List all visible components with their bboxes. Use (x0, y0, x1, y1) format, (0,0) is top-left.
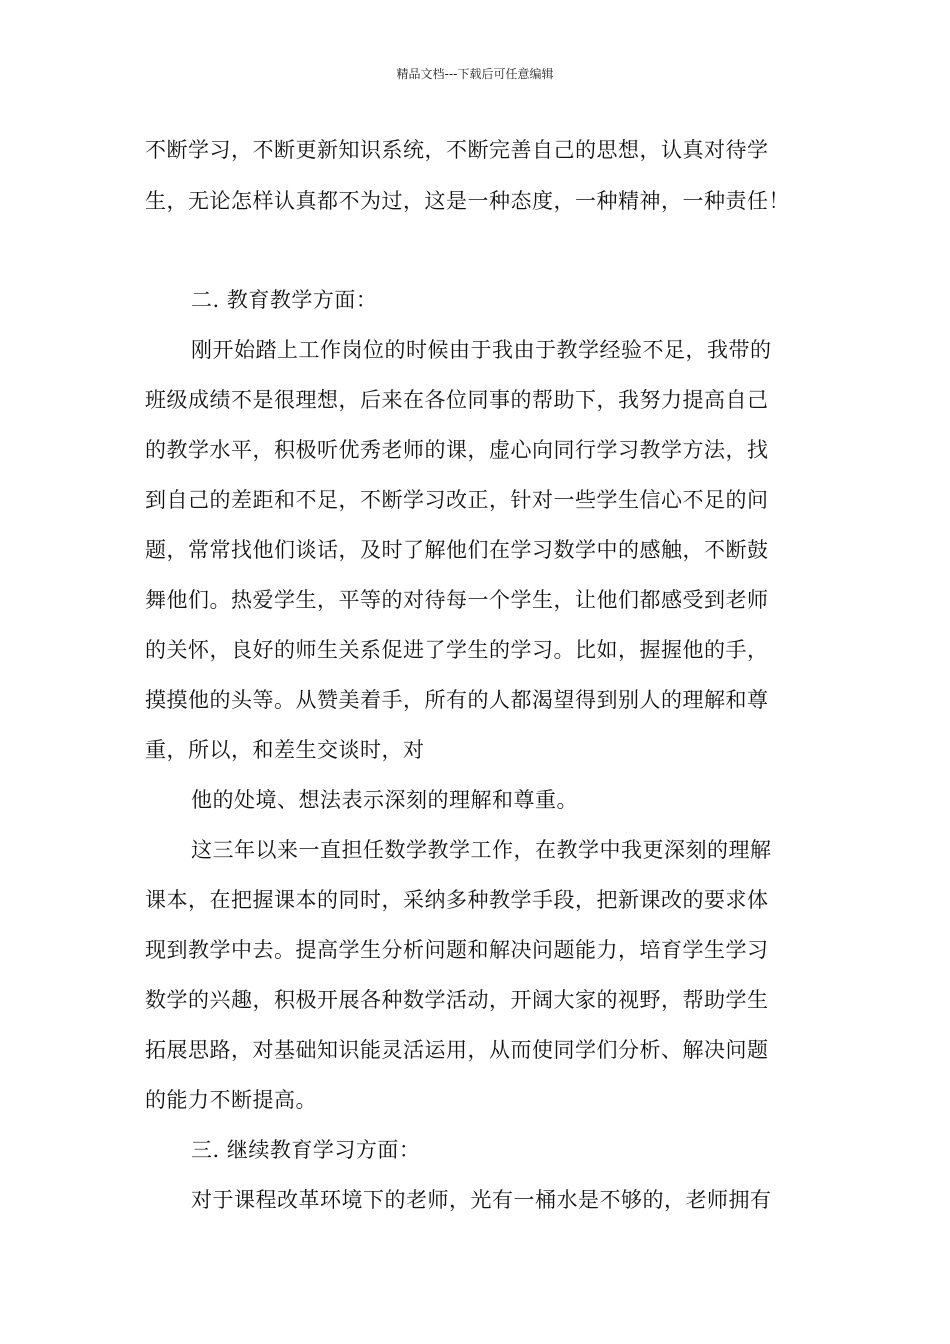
body-line: 生，无论怎样认真都不为过，这是一种态度，一种精神，一种责任！ (145, 189, 790, 213)
page-header: 精品文档---下载后可任意编辑 (396, 67, 554, 81)
body-line: 这三年以来一直担任数学教学工作，在教学中我更深刻的理解 (191, 838, 772, 862)
body-line: 他的处境、想法表示深刻的理解和尊重。 (191, 788, 578, 812)
body-line: 班级成绩不是很理想，后来在各位同事的帮助下，我努力提高自己 (145, 388, 769, 412)
body-line: 摸摸他的头等。从赞美着手，所有的人都渴望得到别人的理解和尊 (145, 688, 769, 712)
body-line: 课本，在把握课本的同时，采纳多种教学手段，把新课改的要求体 (145, 888, 769, 912)
body-line: 重，所以，和差生交谈时，对 (145, 738, 425, 762)
body-line: 舞他们。热爱学生，平等的对待每一个学生，让他们都感受到老师 (145, 588, 769, 612)
body-line: 拓展思路，对基础知识能灵活运用，从而使同学们分析、解决问题 (145, 1038, 769, 1062)
body-line: 数学的兴趣，积极开展各种数学活动，开阔大家的视野，帮助学生 (145, 988, 769, 1012)
body-line: 的关怀，良好的师生关系促进了学生的学习。比如，握握他的手， (145, 638, 769, 662)
body-line: 不断学习，不断更新知识系统，不断完善自己的思想，认真对待学 (145, 138, 769, 162)
section-heading: 二. 教育教学方面： (191, 288, 378, 312)
body-line: 到自己的差距和不足，不断学习改正，针对一些学生信心不足的问 (145, 488, 769, 512)
body-line: 现到教学中去。提高学生分析问题和解决问题能力，培育学生学习 (145, 938, 769, 962)
body-line: 对于课程改革环境下的老师，光有一桶水是不够的，老师拥有 (191, 1188, 772, 1212)
body-line: 的教学水平，积极听优秀老师的课，虚心向同行学习教学方法，找 (145, 438, 769, 462)
body-line: 的能力不断提高。 (145, 1088, 317, 1112)
body-line: 题，常常找他们谈话，及时了解他们在学习数学中的感触，不断鼓 (145, 538, 769, 562)
section-heading: 三. 继续教育学习方面： (191, 1138, 421, 1162)
body-line: 刚开始踏上工作岗位的时候由于我由于教学经验不足，我带的 (191, 338, 772, 362)
